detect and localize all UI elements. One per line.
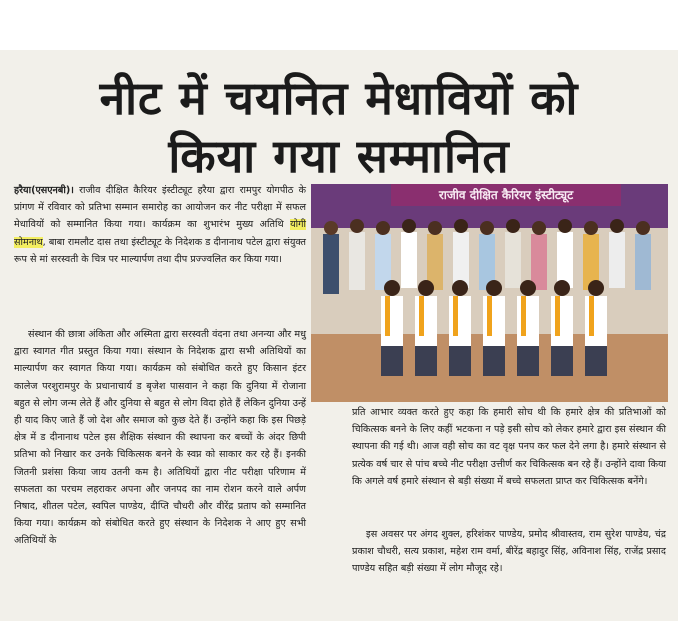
dateline: हरैया(एसएनबी)। bbox=[14, 185, 74, 196]
paragraph-1-text-b: , बाबा रामलौट दास तथा इंस्टीट्यूट के निदेशक ड दीनानाथ पटेल द्वारा संयुक्त रूप से मां सरस्वती के चित्र पर माल्यार्पण तथा दीप प्रज्ज्वलित कर किया गया। bbox=[14, 236, 306, 265]
article-paragraph-4: इस अवसर पर अंगद शुक्ल, हरिशंकर पाण्डेय, प्रमोद श्रीवास्तव, राम सुरेश पाण्डेय, चंद्र प्रकाश चौधरी, सत्य प्रकाश, महेश राम वर्मा, बीरेंद्र बहादुर सिंह, अविनाश सिंह, राजेंद्र प्रसाद पाण्डेय सहित बड़ी संख्या में लोग मौजूद रहे। bbox=[352, 529, 666, 575]
article-paragraph-3: प्रति आभार व्यक्त करते हुए कहा कि हमारी सोच थी कि हमारे क्षेत्र की प्रतिभाओं को चिकित्सक बनने के लिए कहीं भटकना न पड़े इसी सोच को लेकर हमारे द्वारा इस संस्थान की स्थापना की गई थी। आज वही सोच का वट वृक्ष पनप कर फल देने लगा है। हमारे संस्थान से प्रत्येक वर्ष चार से पांच बच्चे नीट परीक्षा उत्तीर्ण कर चिकित्सक बन रहे हैं। उन्होंने दावा किया कि अगले वर्ष हमारे संस्थान से बड़ी संख्या में बच्चे सफलता प्राप्त कर चिकित्सक बनेंगे। bbox=[352, 407, 666, 487]
institute-banner-text: राजीव दीक्षित कैरियर इंस्टीट्यूट bbox=[438, 188, 574, 202]
group-photo bbox=[311, 184, 668, 402]
paragraph-1-text-a: राजीव दीक्षित कैरियर इंस्टीट्यूट हरैया द्वारा रामपुर योगपीठ के प्रांगण में रविवार को प्रतिभा सम्मान समारोह का आयोजन कर नीट परीक्षा में सफल मेधावियों को सम्मानित किया गया। कार्यक्रम का शुभारंभ मुख्य अतिथि bbox=[14, 185, 306, 231]
highlighted-name: योगी सोमनाथ bbox=[14, 219, 306, 248]
top-white-margin bbox=[0, 0, 678, 50]
article-paragraph-1 bbox=[14, 182, 306, 268]
article-paragraph-2: संस्थान की छात्रा अंकिता और अस्मिता द्वारा सरस्वती वंदना तथा अनन्या और मधु द्वारा स्वागत गीत प्रस्तुत किया गया। संस्थान के निदेशक द्वारा सभी अतिथियों का माल्यार्पण कर स्वागत किया गया। कार्यक्रम को संबोधित करते हुए किसान इंटर कालेज परशुरामपुर के प्रधानाचार्य ड बृजेश पासवान ने कहा कि दुनिया में रोजाना बहुत से लोग जन्म लेते हैं और दुनिया से बहुत से लोग विदा होते हैं लेकिन दुनिया उन्हें ही याद किए जाते हैं जो देश और समाज को कुछ देते हैं। उन्होंने कहा कि इस पिछड़े क्षेत्र में ड दीनानाथ पटेल इस शैक्षिक संस्थान की स्थापना कर बच्चों के अंदर छिपी प्रतिभा को निखार कर उनके चिकित्सक बनने के स्वप्न को साकार कर रहे हैं। इनकी जितनी प्रशंसा किया जाय उतनी कम है। अतिथियों द्वारा नीट परीक्षा परिणाम में सफलता का परचम लहराकर अपना और जनपद का नाम रोशन करने वाले अर्पण निषाद, शीतल पटेल, स्वपिल पाण्डेय, दीप्ति चौधरी और वीरेंद्र प्रताप को सम्मानित किया गया। कार्यक्रम को संबोधित करते हुए संस्थान के निदेशक ने आए हुए सभी अतिथियों के bbox=[14, 329, 306, 547]
group-photo-illustration bbox=[311, 184, 668, 402]
headline-line-2: किया गया सम्मानित bbox=[168, 129, 510, 183]
headline-line-1: नीट में चयनित मेधावियों को bbox=[99, 71, 579, 125]
